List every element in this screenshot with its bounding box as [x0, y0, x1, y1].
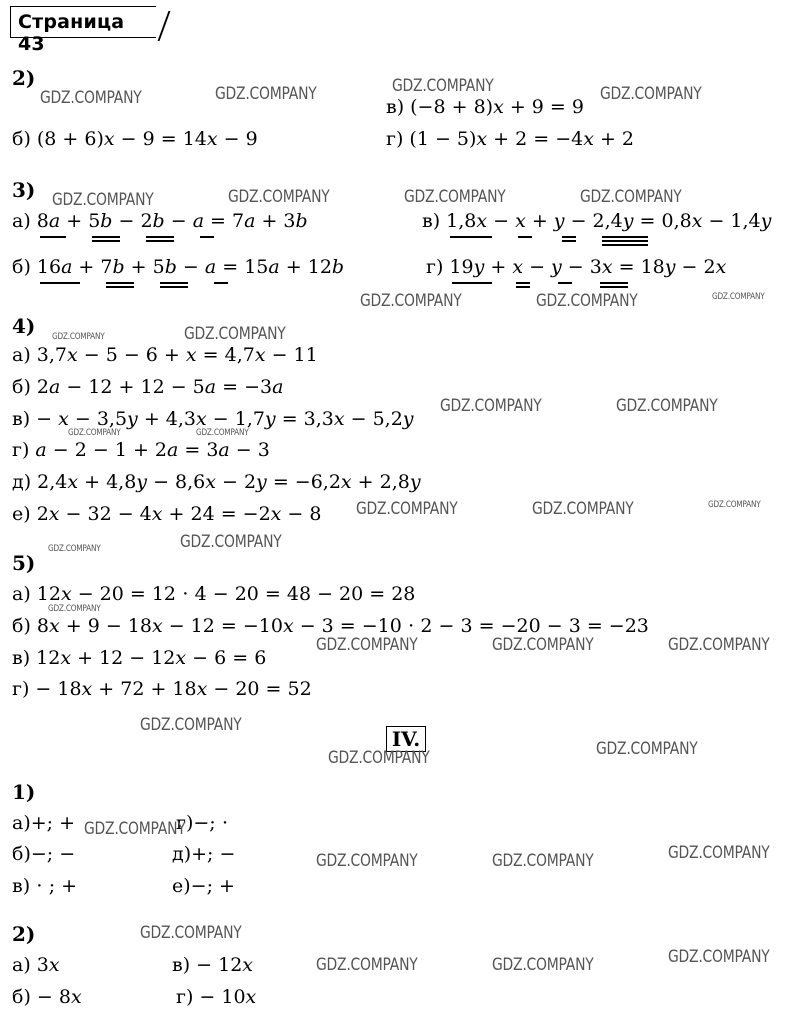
watermark: GDZ.COMPANY: [668, 635, 770, 655]
iv-task-1-e: е)−; +: [172, 875, 235, 897]
iv-task-1-d: д)+; −: [172, 843, 236, 865]
task-2-number: 2): [12, 66, 36, 90]
iv-task-1-v: в) ⋅ ; +: [12, 875, 78, 897]
iv-task-1-number: 1): [12, 780, 36, 804]
watermark: GDZ.COMPANY: [48, 604, 101, 614]
underline: [146, 236, 174, 238]
underline: [40, 282, 80, 284]
underline: [160, 282, 188, 284]
watermark: GDZ.COMPANY: [712, 292, 765, 302]
watermark: GDZ.COMPANY: [356, 499, 458, 519]
watermark: GDZ.COMPANY: [596, 739, 698, 759]
watermark: GDZ.COMPANY: [40, 88, 142, 108]
iv-task-2-a: а) 3𝑥: [12, 954, 60, 976]
watermark: GDZ.COMPANY: [316, 851, 418, 871]
task-5-b: б) 8𝑥 + 9 − 18𝑥 − 12 = −10𝑥 − 3 = −10 ⋅ 2 − 3 = −20 − 3 = −23: [12, 615, 649, 637]
iv-task-2-g: г) − 10𝑥: [176, 986, 257, 1008]
underline: [562, 240, 576, 242]
underline: [516, 282, 530, 284]
watermark: GDZ.COMPANY: [668, 947, 770, 967]
underline: [558, 282, 572, 284]
task-4-e: е) 2𝑥 − 32 − 4𝑥 + 24 = −2𝑥 − 8: [12, 503, 322, 525]
task-4-a: а) 3,7𝑥 − 5 − 6 + 𝑥 = 4,7𝑥 − 11: [12, 344, 318, 366]
iv-task-2-b: б) − 8𝑥: [12, 986, 82, 1008]
watermark: GDZ.COMPANY: [52, 190, 154, 210]
watermark: GDZ.COMPANY: [316, 955, 418, 975]
underline: [602, 244, 648, 246]
task-4-number: 4): [12, 314, 36, 338]
watermark: GDZ.COMPANY: [48, 544, 101, 554]
task-5-v: в) 12𝑥 + 12 − 12𝑥 − 6 = 6: [12, 647, 267, 669]
underline: [602, 236, 648, 238]
watermark: GDZ.COMPANY: [580, 187, 682, 207]
watermark: GDZ.COMPANY: [404, 187, 506, 207]
watermark: GDZ.COMPANY: [196, 428, 249, 438]
task-5-a: а) 12𝑥 − 20 = 12 ⋅ 4 − 20 = 48 − 20 = 28: [12, 583, 416, 605]
page-title: Страница 43: [18, 11, 125, 55]
task-3-g: г) 19𝑦 + 𝑥 − 𝑦 − 3𝑥 = 18𝑦 − 2𝑥: [426, 256, 727, 278]
watermark: GDZ.COMPANY: [392, 76, 494, 96]
underline: [160, 286, 188, 288]
task-4-v: в) − 𝑥 − 3,5𝑦 + 4,3𝑥 − 1,7𝑦 = 3,3𝑥 − 5,2𝑦: [12, 408, 414, 430]
underline: [452, 282, 492, 284]
underline: [92, 236, 120, 238]
watermark: GDZ.COMPANY: [140, 715, 242, 735]
iv-task-2-v: в) − 12𝑥: [172, 954, 254, 976]
watermark: GDZ.COMPANY: [140, 923, 242, 943]
underline: [518, 236, 532, 238]
watermark: GDZ.COMPANY: [184, 324, 286, 344]
underline: [200, 236, 214, 238]
underline: [516, 286, 530, 288]
task-5-g: г) − 18𝑥 + 72 + 18𝑥 − 20 = 52: [12, 678, 312, 700]
task-3-b: б) 16𝑎 + 7𝑏 + 5𝑏 − 𝑎 = 15𝑎 + 12𝑏: [12, 256, 345, 278]
watermark: GDZ.COMPANY: [180, 532, 282, 552]
task-4-d: д) 2,4𝑥 + 4,8𝑦 − 8,6𝑥 − 2𝑦 = −6,2𝑥 + 2,8𝑦: [12, 471, 421, 493]
watermark: GDZ.COMPANY: [84, 819, 186, 839]
watermark: GDZ.COMPANY: [68, 428, 121, 438]
watermark: GDZ.COMPANY: [328, 748, 430, 768]
underline: [600, 282, 628, 284]
iv-task-1-g: г)−; ⋅: [176, 812, 229, 834]
underline: [214, 282, 228, 284]
iv-task-1-b: б)−; −: [12, 843, 76, 865]
underline: [106, 282, 134, 284]
iv-task-2-number: 2): [12, 922, 36, 946]
watermark: GDZ.COMPANY: [228, 187, 330, 207]
watermark: GDZ.COMPANY: [532, 499, 634, 519]
task-2-b: б) (8 + 6)𝑥 − 9 = 14𝑥 − 9: [12, 128, 258, 150]
task-3-number: 3): [12, 178, 36, 202]
task-3-a: а) 8𝑎 + 5𝑏 − 2𝑏 − 𝑎 = 7𝑎 + 3𝑏: [12, 210, 308, 232]
watermark: GDZ.COMPANY: [440, 396, 542, 416]
underline: [562, 236, 576, 238]
watermark: GDZ.COMPANY: [668, 843, 770, 863]
underline: [600, 286, 628, 288]
watermark: GDZ.COMPANY: [316, 635, 418, 655]
watermark: GDZ.COMPANY: [492, 955, 594, 975]
watermark: GDZ.COMPANY: [492, 635, 594, 655]
underline: [602, 240, 648, 242]
task-4-g: г) 𝑎 − 2 − 1 + 2𝑎 = 3𝑎 − 3: [12, 439, 270, 461]
underline: [92, 240, 120, 242]
iv-task-1-a: а)+; +: [12, 812, 76, 834]
task-5-number: 5): [12, 551, 36, 575]
watermark: GDZ.COMPANY: [616, 396, 718, 416]
task-4-b: б) 2𝑎 − 12 + 12 − 5𝑎 = −3𝑎: [12, 376, 284, 398]
watermark: GDZ.COMPANY: [52, 332, 105, 342]
watermark: GDZ.COMPANY: [215, 84, 317, 104]
underline: [106, 286, 134, 288]
task-2-v: в) (−8 + 8)𝑥 + 9 = 9: [386, 96, 584, 118]
task-3-v: в) 1,8𝑥 − 𝑥 + 𝑦 − 2,4𝑦 = 0,8𝑥 − 1,4𝑦: [422, 210, 772, 232]
watermark: GDZ.COMPANY: [492, 851, 594, 871]
section-iv-label: IV.: [386, 726, 426, 752]
task-2-g: г) (1 − 5)𝑥 + 2 = −4𝑥 + 2: [386, 128, 635, 150]
underline: [40, 236, 66, 238]
watermark: GDZ.COMPANY: [708, 500, 761, 510]
underline: [450, 236, 492, 238]
page-header: [10, 6, 156, 55]
watermark: GDZ.COMPANY: [536, 291, 638, 311]
watermark: GDZ.COMPANY: [360, 291, 462, 311]
underline: [146, 240, 174, 242]
watermark: GDZ.COMPANY: [600, 84, 702, 104]
